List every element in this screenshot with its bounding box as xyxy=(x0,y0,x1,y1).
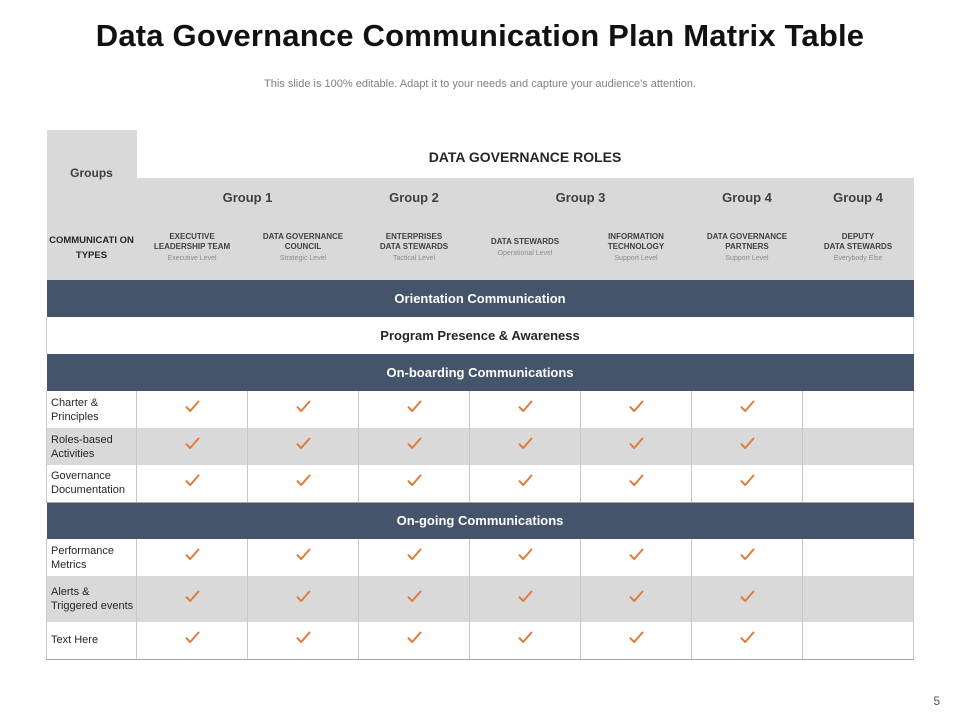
checkmark-icon xyxy=(185,437,200,455)
checked-cell xyxy=(470,391,581,428)
checked-cell xyxy=(692,622,803,659)
checked-cell xyxy=(359,576,470,622)
checked-cell xyxy=(137,465,248,502)
section-orientation-header: Orientation Communication xyxy=(47,280,914,317)
checked-cell xyxy=(137,391,248,428)
checked-cell xyxy=(248,391,359,428)
checked-cell xyxy=(692,465,803,502)
checkmark-icon xyxy=(407,400,422,418)
role-level: Strategic Level xyxy=(279,254,327,262)
checkmark-icon xyxy=(185,474,200,492)
table-row xyxy=(47,622,914,659)
checked-cell xyxy=(248,622,359,659)
checked-cell xyxy=(137,622,248,659)
checkmark-icon xyxy=(629,590,644,608)
checkmark-icon xyxy=(407,631,422,649)
checked-cell xyxy=(470,539,581,576)
group-header-2: Group 2 xyxy=(389,189,439,205)
row-label: Performance Metrics xyxy=(47,539,137,576)
checkmark-icon xyxy=(185,400,200,418)
empty-cell xyxy=(803,622,914,659)
checked-cell xyxy=(248,576,359,622)
communication-matrix-table xyxy=(46,130,914,660)
role-name: DEPUTY DATA STEWARDS xyxy=(823,231,893,252)
checked-cell xyxy=(137,428,248,465)
roles-row xyxy=(47,216,914,280)
checkmark-icon xyxy=(518,590,533,608)
checkmark-icon xyxy=(740,631,755,649)
role-cell xyxy=(359,216,470,280)
role-level: Everybody Else xyxy=(833,254,883,262)
role-cell xyxy=(581,216,692,280)
empty-cell xyxy=(803,428,914,465)
slide-title: Data Governance Communication Plan Matrix Table xyxy=(95,18,865,53)
checked-cell xyxy=(692,391,803,428)
role-level: Support Level xyxy=(614,254,658,262)
checkmark-icon xyxy=(629,548,644,566)
checkmark-icon xyxy=(740,590,755,608)
checked-cell xyxy=(581,576,692,622)
checkmark-icon xyxy=(518,548,533,566)
groups-header: Groups xyxy=(47,130,137,216)
table-row xyxy=(47,391,914,428)
checkmark-icon xyxy=(740,437,755,455)
checkmark-icon xyxy=(629,437,644,455)
onboarding-rows xyxy=(47,391,914,502)
row-label: Alerts & Triggered events xyxy=(47,576,137,622)
checked-cell xyxy=(470,622,581,659)
role-cell xyxy=(470,216,581,280)
role-level: Executive Level xyxy=(167,254,217,262)
role-cell xyxy=(248,216,359,280)
checked-cell xyxy=(470,576,581,622)
checked-cell xyxy=(137,576,248,622)
checked-cell xyxy=(581,391,692,428)
checkmark-icon xyxy=(296,590,311,608)
checked-cell xyxy=(359,465,470,502)
checkmark-icon xyxy=(296,631,311,649)
checked-cell xyxy=(692,428,803,465)
checked-cell xyxy=(581,428,692,465)
role-level: Support Level xyxy=(725,254,769,262)
group-header-5: Group 4 xyxy=(833,189,883,205)
checkmark-icon xyxy=(407,548,422,566)
checked-cell xyxy=(248,539,359,576)
role-cell xyxy=(803,216,914,280)
checkmark-icon xyxy=(185,590,200,608)
checked-cell xyxy=(581,465,692,502)
checkmark-icon xyxy=(629,400,644,418)
checkmark-icon xyxy=(296,437,311,455)
checkmark-icon xyxy=(296,548,311,566)
group-header-4: Group 4 xyxy=(722,189,772,205)
checked-cell xyxy=(248,465,359,502)
checked-cell xyxy=(581,539,692,576)
section-ongoing-header: On-going Communications xyxy=(47,502,914,539)
checked-cell xyxy=(470,465,581,502)
page-number: 5 xyxy=(933,694,940,708)
checked-cell xyxy=(581,622,692,659)
checkmark-icon xyxy=(407,474,422,492)
checkmark-icon xyxy=(740,400,755,418)
role-name: EXECUTIVE LEADERSHIP TEAM xyxy=(153,231,231,252)
checkmark-icon xyxy=(296,474,311,492)
checkmark-icon xyxy=(518,631,533,649)
checked-cell xyxy=(359,391,470,428)
row-label: Charter & Principles xyxy=(47,391,137,428)
checked-cell xyxy=(359,539,470,576)
checked-cell xyxy=(359,428,470,465)
role-level: Operational Level xyxy=(497,249,553,257)
role-name: DATA GOVERNANCE PARTNERS xyxy=(706,231,788,252)
table-row xyxy=(47,576,914,622)
empty-cell xyxy=(803,539,914,576)
empty-cell xyxy=(803,465,914,502)
communication-types-header: COMMUNICATI ON TYPES xyxy=(49,235,134,261)
checked-cell xyxy=(470,428,581,465)
checked-cell xyxy=(359,622,470,659)
row-label: Governance Documentation xyxy=(47,465,137,502)
role-level: Tactical Level xyxy=(392,254,436,262)
checked-cell xyxy=(692,576,803,622)
ongoing-rows xyxy=(47,539,914,659)
role-cell xyxy=(692,216,803,280)
checkmark-icon xyxy=(518,400,533,418)
role-name: INFORMATION TECHNOLOGY xyxy=(607,231,665,252)
role-name: ENTERPRISES DATA STEWARDS xyxy=(379,231,449,252)
role-cell xyxy=(137,216,248,280)
empty-cell xyxy=(803,391,914,428)
checkmark-icon xyxy=(407,590,422,608)
checkmark-icon xyxy=(629,474,644,492)
checked-cell xyxy=(248,428,359,465)
checkmark-icon xyxy=(740,548,755,566)
row-label: Roles-based Activities xyxy=(47,428,137,465)
slide-subtitle: This slide is 100% editable. Adapt it to your needs and capture your audience's attention. xyxy=(264,78,696,90)
checked-cell xyxy=(692,539,803,576)
roles-header: DATA GOVERNANCE ROLES xyxy=(137,130,914,178)
checkmark-icon xyxy=(296,400,311,418)
row-label: Text Here xyxy=(47,622,137,659)
checkmark-icon xyxy=(518,437,533,455)
checkmark-icon xyxy=(407,437,422,455)
empty-cell xyxy=(803,576,914,622)
table-row xyxy=(47,428,914,465)
checkmark-icon xyxy=(185,631,200,649)
checkmark-icon xyxy=(518,474,533,492)
group-header-1: Group 1 xyxy=(222,189,273,205)
checkmark-icon xyxy=(185,548,200,566)
checkmark-icon xyxy=(629,631,644,649)
section-onboarding-header: On-boarding Communications xyxy=(47,354,914,391)
table-row xyxy=(47,539,914,576)
role-name: DATA STEWARDS xyxy=(490,237,560,246)
checkmark-icon xyxy=(740,474,755,492)
table-row xyxy=(47,465,914,502)
section-program-presence: Program Presence & Awareness xyxy=(47,317,914,354)
group-header-3: Group 3 xyxy=(555,189,606,205)
checked-cell xyxy=(137,539,248,576)
role-name: DATA GOVERNANCE COUNCIL xyxy=(262,231,344,252)
